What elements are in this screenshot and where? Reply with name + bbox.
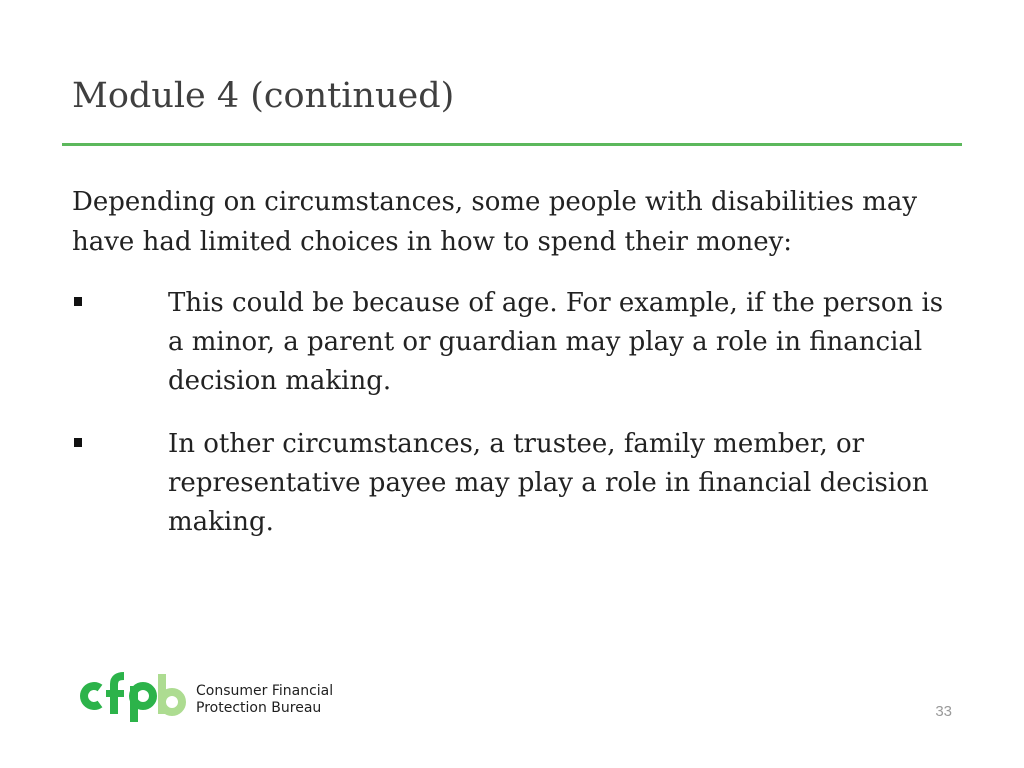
logo-org-line-2: Protection Bureau [196,700,322,716]
cfpb-logo-mark [84,674,182,722]
page-number: 33 [935,703,952,720]
logo-org-line-1: Consumer Financial [196,683,334,699]
square-bullet-icon [74,438,82,447]
title-divider [62,143,962,146]
logo-org-name [196,683,333,717]
intro-paragraph: Depending on circumstances, some people with disabilities may have had limited choices in how to spend their money: [72,187,918,257]
bullet-item [72,425,962,542]
slide-body [72,182,962,566]
slide-title: Module 4 (continued) [72,76,455,116]
bullet-text: In other circumstances, a trustee, family member, or representative payee may play a role in financial decision making. [168,429,929,537]
square-bullet-icon [74,297,82,306]
bullet-item [72,284,962,401]
bullet-text: This could be because of age. For example, if the person is a minor, a parent or guardian may play a role in financial decision making. [168,288,944,396]
bullet-list [72,284,962,542]
